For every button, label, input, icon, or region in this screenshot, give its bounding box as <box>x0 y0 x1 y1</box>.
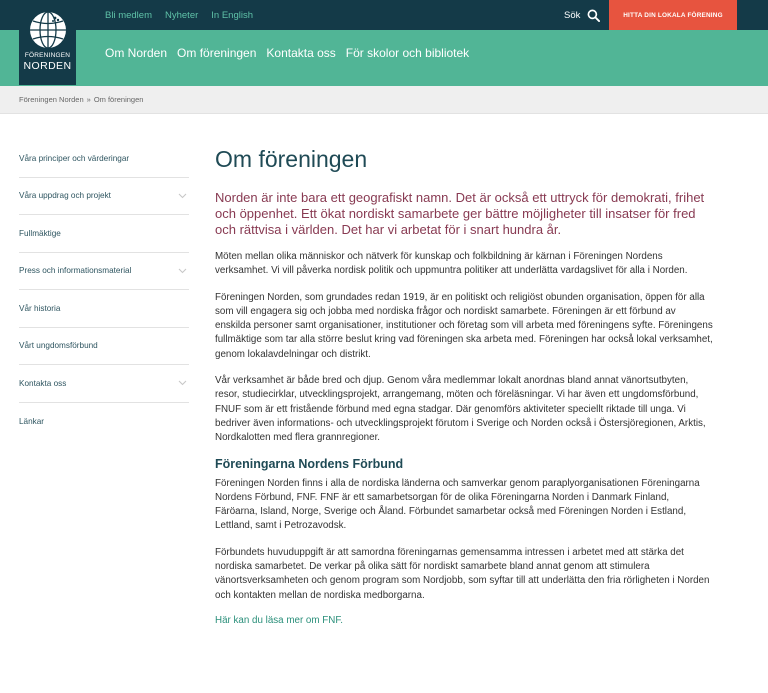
top-bar <box>0 0 768 30</box>
search-label: Sök <box>564 9 581 21</box>
main-nav <box>0 30 768 86</box>
nav-for-skolor[interactable]: För skolor och bibliotek <box>345 46 470 60</box>
body-paragraph: Möten mellan olika människor och nätverk för kunskap och folkbildning är kärnan i Föreningen Nordens verksamhet. Vi vill påverka nordisk politik och uppmuntra politiker att underlätta vardagslivet för alla i Norden. <box>215 251 688 277</box>
breadcrumb <box>19 95 143 104</box>
body-paragraph: Föreningen Norden finns i alla de nordiska länderna och samverkar genom paraplyorganisationen Föreningarna Nordens Förbund, FNF. FNF är ett samarbetsorgan för de olika Föreningarna Norden i Danmark Finland, Färöarna, Island, Norge, Sverige och Åland. Förbundet samarbetar också med Föreningen Norden i Estland, Lettland, samt i Petrozavodsk. <box>215 477 700 532</box>
sidebar-item-kontakta[interactable] <box>19 365 189 403</box>
sidebar-item-fullmaktige[interactable] <box>19 215 189 253</box>
sidebar-item-lankar[interactable] <box>19 403 189 441</box>
nav-om-norden[interactable]: Om Norden <box>105 46 168 60</box>
sidebar <box>19 140 189 440</box>
chevron-down-icon[interactable] <box>178 268 187 274</box>
sidebar-item-label: Fullmäktige <box>19 228 61 238</box>
find-local-association-button[interactable]: HITTA DIN LOKALA FÖRENING <box>609 0 737 30</box>
breadcrumb-bar <box>0 86 768 114</box>
logo-text-big: NORDEN <box>23 60 72 72</box>
globe-icon <box>28 10 68 50</box>
page-title: Om föreningen <box>215 146 368 172</box>
breadcrumb-home[interactable]: Föreningen Norden <box>19 95 84 104</box>
main-content <box>215 146 713 626</box>
sidebar-item-ungdomsforbund[interactable] <box>19 328 189 366</box>
chevron-down-icon[interactable] <box>178 193 187 199</box>
fnf-read-more-link[interactable]: Här kan du läsa mer om FNF. <box>215 614 343 626</box>
sidebar-item-label: Press och informationsmaterial <box>19 266 132 276</box>
body-paragraph: Vår verksamhet är både bred och djup. Genom våra medlemmar lokalt anordnas bland annat vänortsutbyten, resor, studiecirklar, utvecklingsprojekt, arrangemang, möten och föreläsningar. Vi har även ett ungdomsförbund, FNUF som är ett fristående förbund med egna stadgar. Där genomförs aktiviteter speciellt riktade till unga. Vi bedriver även informations- och utvecklingsprojekt förutom i Sverige och Norden också i Östersjöregionen, Arktis, Nordkalotten med flera grannregioner. <box>215 375 706 444</box>
top-link-in-english[interactable]: In English <box>211 9 253 21</box>
sidebar-item-label: Länkar <box>19 416 45 426</box>
sidebar-item-label: Vårt ungdomsförbund <box>19 341 98 351</box>
breadcrumb-current: Om föreningen <box>93 95 144 104</box>
sidebar-item-press[interactable] <box>19 253 189 291</box>
body-paragraph: Förbundets huvuduppgift är att samordna föreningarnas gemensamma intressen i arbetet med att stärka det nordiska samarbetet. De verkar på olika sätt för nordiskt samarbete bland annat genom att stimulera vänortsverksamheten och genom program som Nordjobb, som syftar till att underlätta den fria rörligheten i Norden och kontakten mellan de nordiska medborgarna. <box>215 546 710 601</box>
nav-om-foreningen[interactable]: Om föreningen <box>177 46 257 60</box>
chevron-down-icon[interactable] <box>178 380 187 386</box>
sidebar-item-historia[interactable] <box>19 290 189 328</box>
sidebar-item-uppdrag[interactable] <box>19 178 189 216</box>
sidebar-item-label: Våra uppdrag och projekt <box>19 191 111 201</box>
sidebar-item-label: Kontakta oss <box>19 378 67 388</box>
top-link-bli-medlem[interactable]: Bli medlem <box>105 9 152 21</box>
top-links <box>105 0 253 30</box>
top-link-nyheter[interactable]: Nyheter <box>165 9 199 21</box>
search-button[interactable] <box>564 0 600 30</box>
sidebar-item-label: Våra principer och värderingar <box>19 153 130 163</box>
section-heading: Föreningarna Nordens Förbund <box>215 456 404 471</box>
sidebar-item-label: Vår historia <box>19 303 61 313</box>
lead-paragraph: Norden är inte bara ett geografiskt namn. Det är också ett uttryck för demokrati, frihet och öppenhet. Ett ökat nordiskt samarbete ger bättre möjligheter till insatser för fred och rättvisa i världen. Det har vi arbetat för i snart hundra år. <box>215 190 705 237</box>
breadcrumb-separator: » <box>86 95 91 104</box>
body-paragraph: Föreningen Norden, som grundades redan 1919, är en politiskt och religiöst obunden organisation, öppen för alla som vill engagera sig och jobba med nordiska frågor och nordiskt samarbete. Föreningen är ett förbund av enskilda personer samt organisationer, institutioner och företag som vill arbeta med föreningens syfte. Föreningens fullmäktige som tar alla större beslut kring vad föreningen ska arbeta med. Föreningen har också lokal verksamhet, genom lokalavdelningar och distrikt. <box>215 291 713 360</box>
logo[interactable] <box>19 0 76 85</box>
nav-kontakta-oss[interactable]: Kontakta oss <box>266 46 336 60</box>
logo-text-small: FÖRENINGEN <box>24 52 71 59</box>
search-icon <box>587 9 600 22</box>
sidebar-item-principer[interactable] <box>19 140 189 178</box>
